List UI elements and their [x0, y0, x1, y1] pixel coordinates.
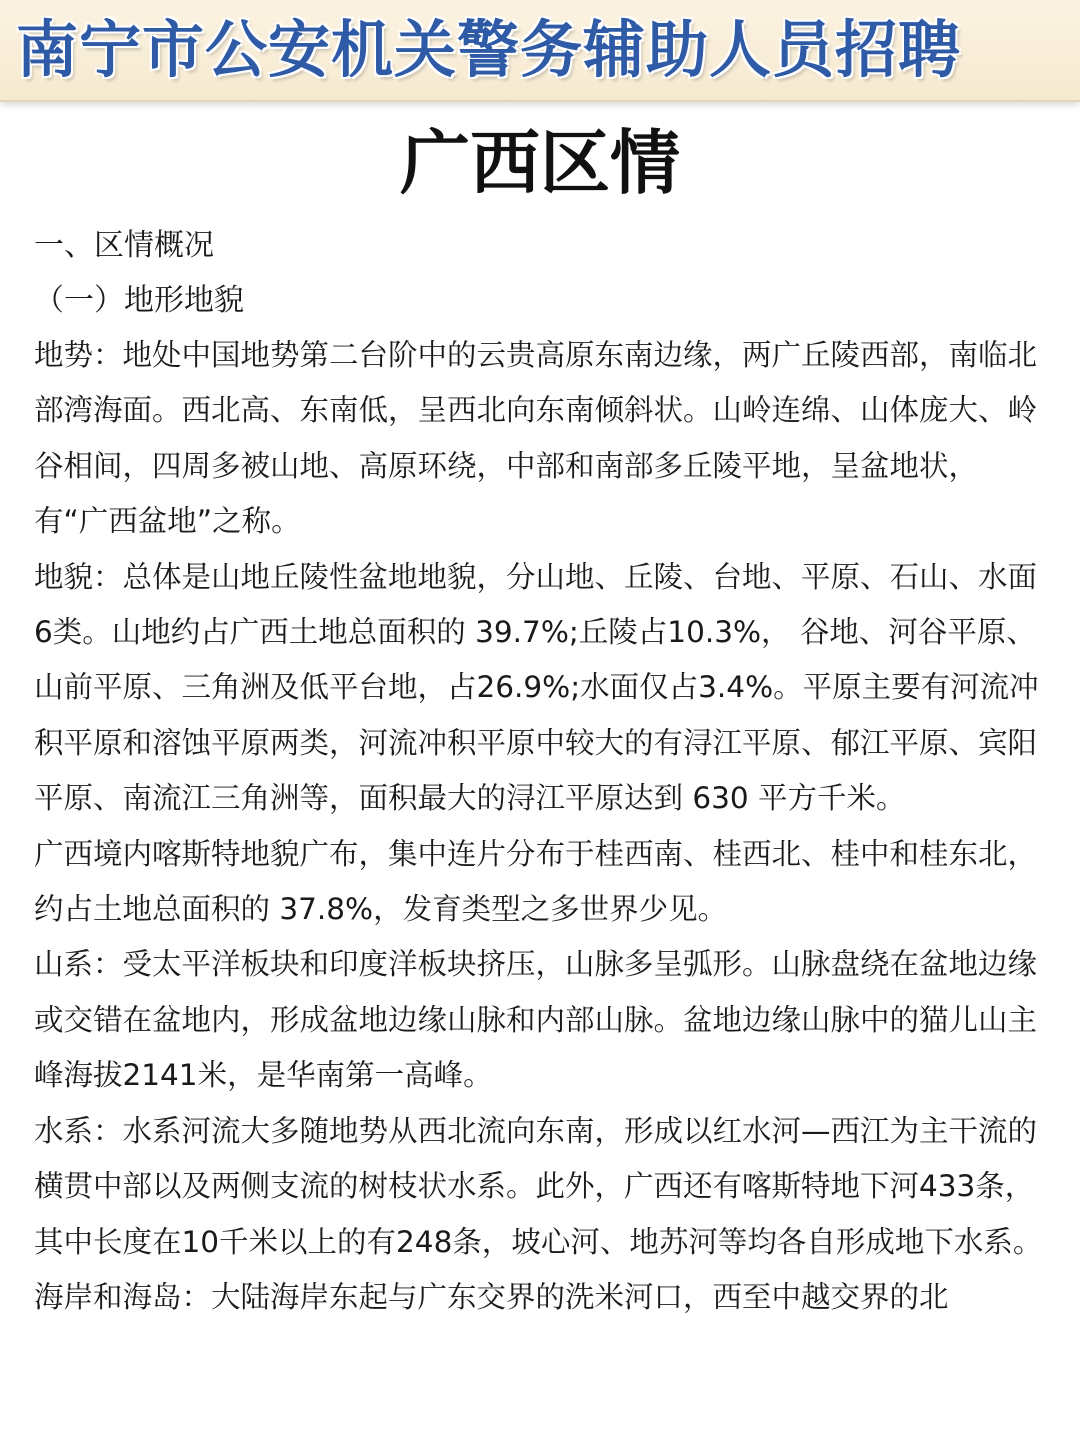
paragraph-karst: 广西境内喀斯特地貌广布，集中连片分布于桂西南、桂西北、桂中和桂东北，约占土地总面积的 37.8%，发育类型之多世界少见。: [34, 836, 1038, 927]
recruitment-banner: [0, 0, 1080, 102]
banner-title: 南宁市公安机关警务辅助人员招聘: [16, 13, 962, 86]
subsection-heading: （一）地形地貌: [34, 283, 244, 318]
paragraph-rivers: 水系：水系河流大多随地势从西北流向东南，形成以红水河—西江为主干流的横贯中部以及两侧支流的树枝状水系。此外，广西还有喀斯特地下河433条，其中长度在10千米以上的有248条，坡心河、地苏河等均各自形成地下水系。: [34, 1113, 1043, 1259]
paragraph-landform: 地貌：总体是山地丘陵性盆地地貌，分山地、丘陵、台地、平原、石山、水面6类。山地约占广西土地总面积的 39.7%;丘陵占10.3%， 谷地、河谷平原、山前平原、三角洲及低平台地，占26.9%;水面仅占3.4%。平原主要有河流冲积平原和溶蚀平原两类，河流冲积平原中较大的有浔江平原、郁江平原、宾阳平原、南流江三角洲等，面积最大的浔江平原达到 630 平方千米。: [34, 559, 1039, 816]
paragraph-coast: 海岸和海岛：大陆海岸东起与广东交界的洗米河口，西至中越交界的北: [34, 1279, 949, 1314]
paragraph-mountains: 山系：受太平洋板块和印度洋板块挤压，山脉多呈弧形。山脉盘绕在盆地边缘或交错在盆地内，形成盆地边缘山脉和内部山脉。盆地边缘山脉中的猫儿山主峰海拔2141米，是华南第一高峰。: [34, 947, 1038, 1093]
document-body: [34, 218, 1048, 1325]
page-title: 广西区情: [400, 121, 680, 204]
section-heading: 一、区情概况: [34, 228, 214, 263]
paragraph-terrain: 地势：地处中国地势第二台阶中的云贵高原东南边缘，两广丘陵西部，南临北部湾海面。西北高、东南低，呈西北向东南倾斜状。山岭连绵、山体庞大、岭谷相间，四周多被山地、高原环绕，中部和南部多丘陵平地，呈盆地状，有“广西盆地”之称。: [34, 338, 1038, 539]
